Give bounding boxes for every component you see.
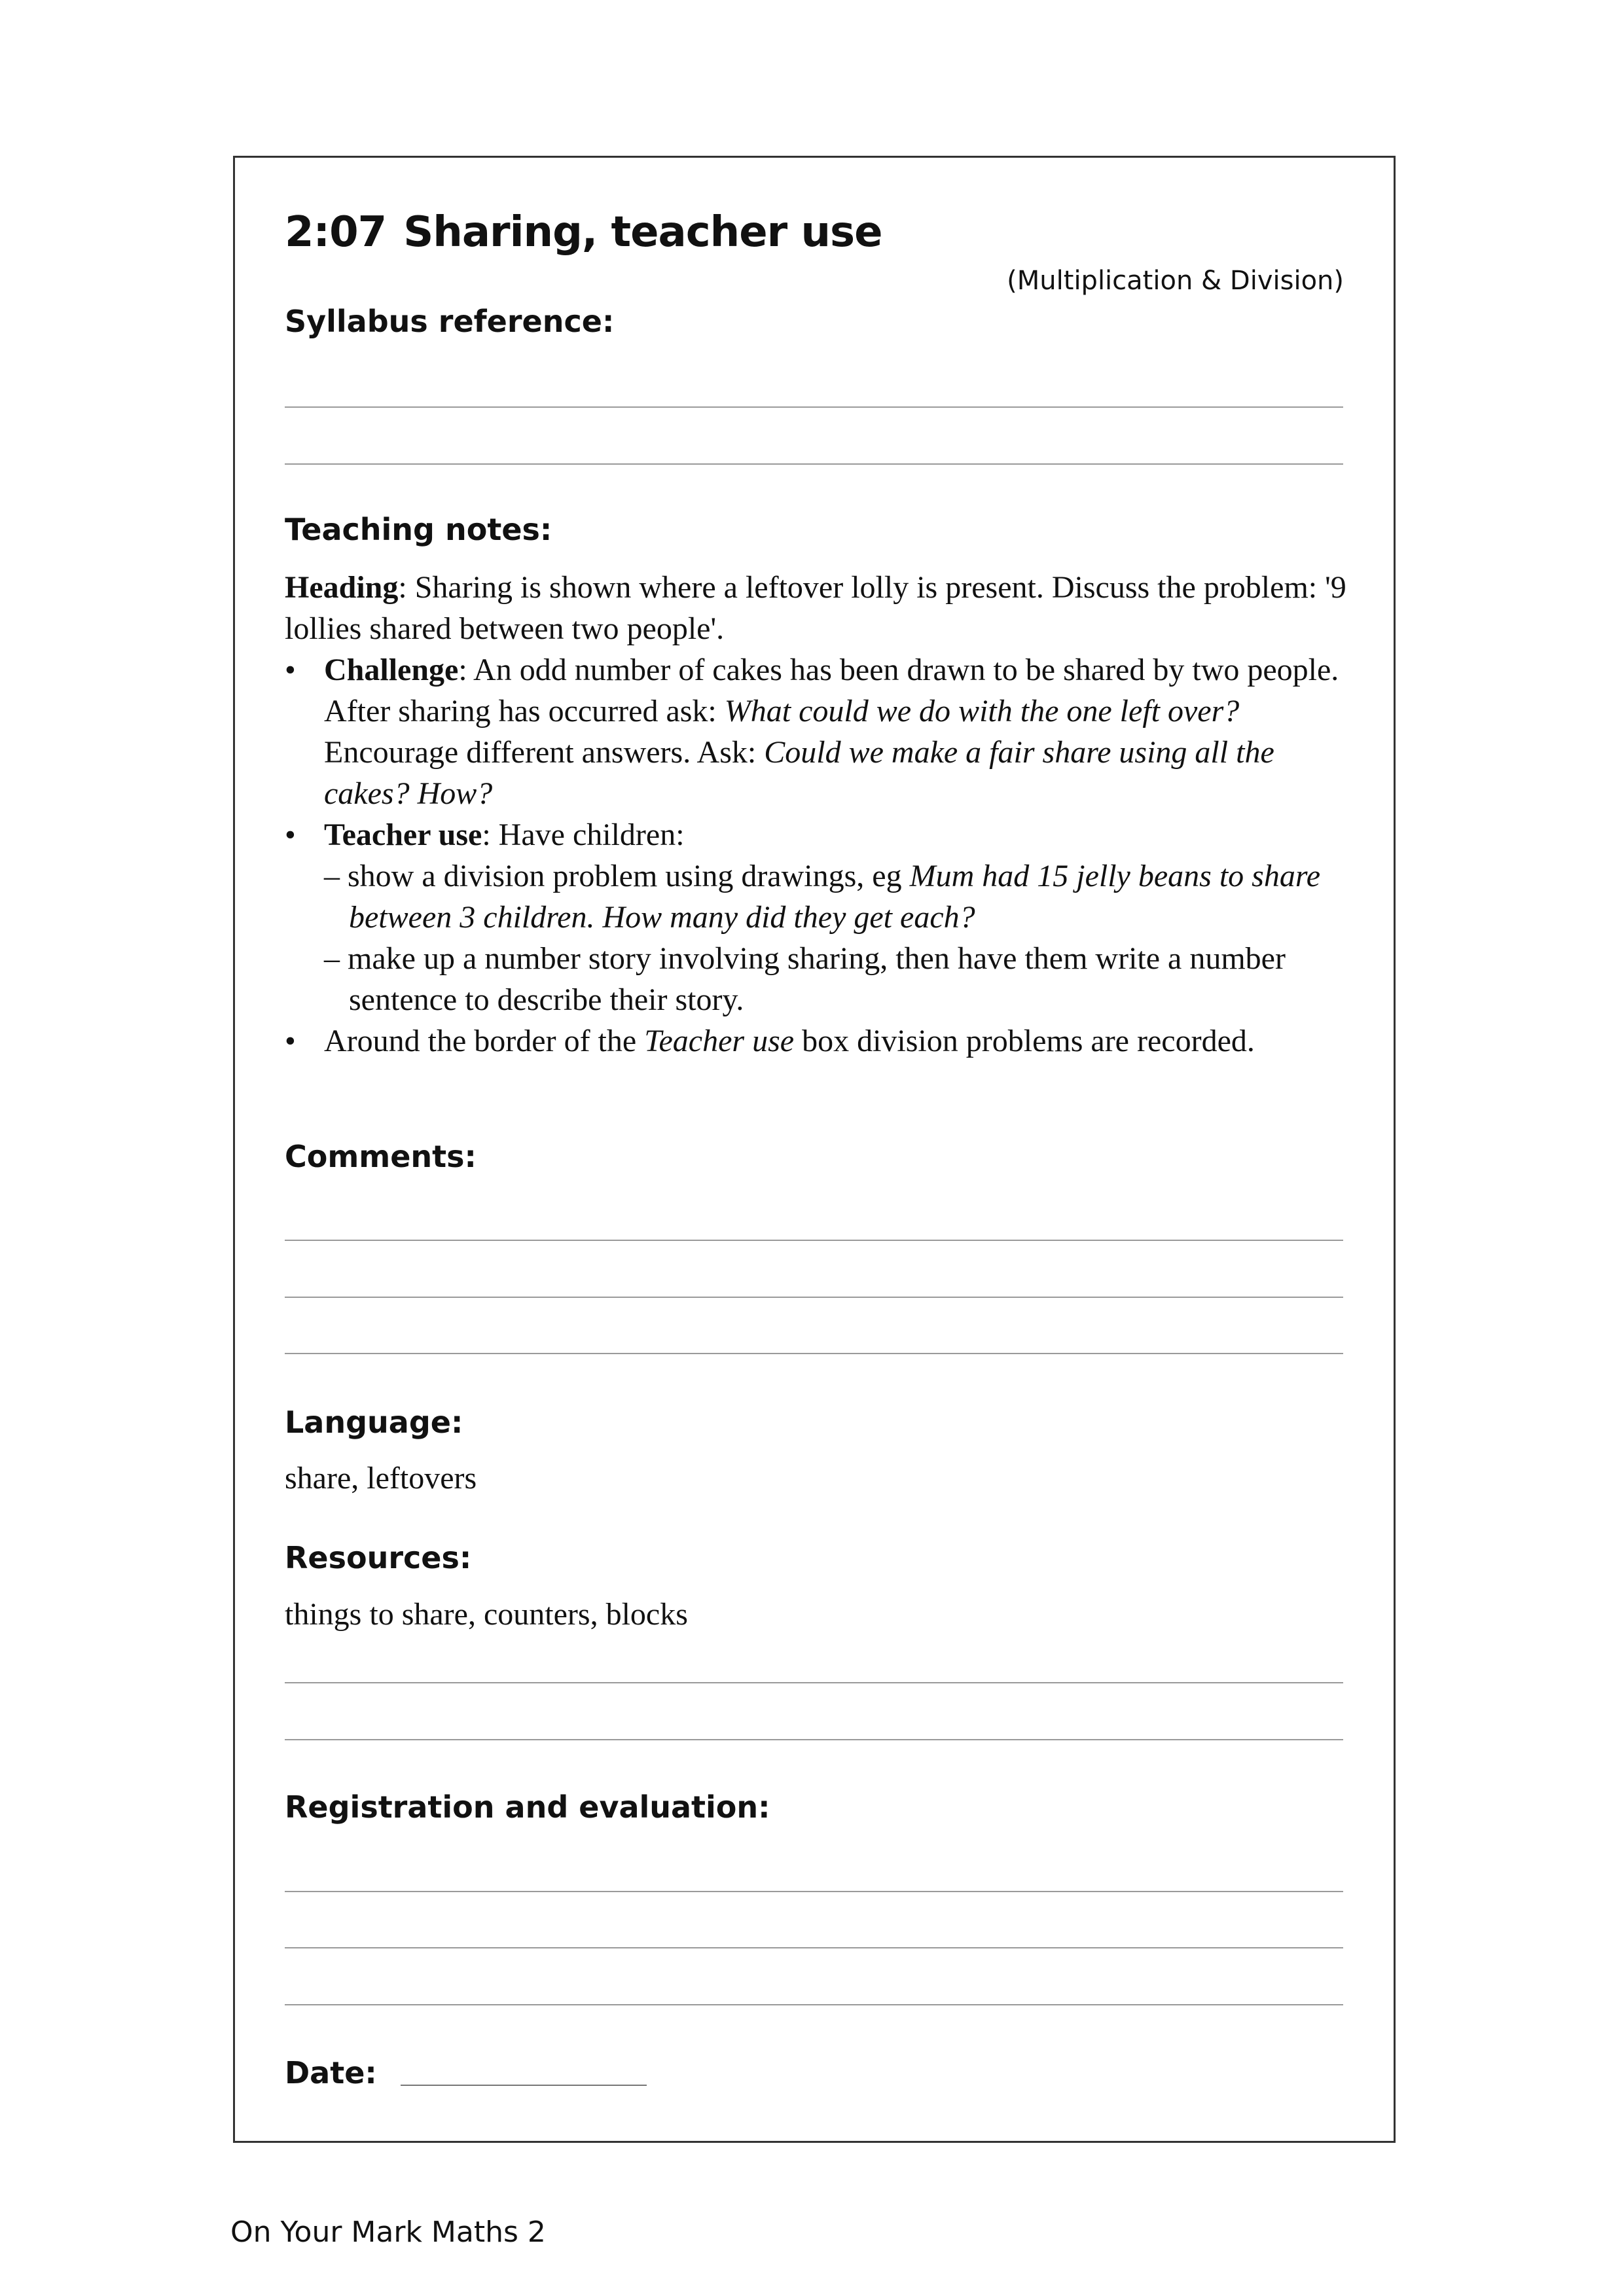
registration-line-3[interactable]	[285, 2004, 1343, 2005]
activity-title: Sharing, teacher use	[403, 208, 882, 257]
notes-border-bullet: • Around the border of the Teacher use box division problems are recorded.	[285, 1024, 1255, 1058]
comments-line-1[interactable]	[285, 1240, 1343, 1241]
syllabus-line-2[interactable]	[285, 463, 1343, 465]
notes-challenge-bullet: • Challenge: An odd number of cakes has been drawn to be shared by two people. After sharing has occurred ask: What could we do with the one left over? Encourage different answers. Ask: Could we make a fair share using all the cakes? How?	[285, 653, 1339, 811]
teaching-notes-heading: Teaching notes:	[285, 512, 552, 547]
syllabus-line-1[interactable]	[285, 406, 1343, 408]
page-title	[285, 208, 882, 257]
resources-line-2[interactable]	[285, 1739, 1343, 1740]
registration-line-2[interactable]	[285, 1947, 1343, 1948]
date-label: Date:	[285, 2055, 377, 2090]
comments-line-3[interactable]	[285, 1353, 1343, 1354]
notes-dash-item-2: – make up a number story involving sharing, then have them write a number sentence to describe their story.	[324, 941, 1286, 1017]
notes-teacher-use-bullet: • Teacher use: Have children:	[285, 817, 685, 852]
date-line[interactable]	[401, 2085, 647, 2086]
registration-line-1[interactable]	[285, 1891, 1343, 1892]
comments-line-2[interactable]	[285, 1297, 1343, 1298]
page-footer: On Your Mark Maths 2	[230, 2215, 546, 2249]
syllabus-heading: Syllabus reference:	[285, 304, 615, 339]
resources-line-1[interactable]	[285, 1682, 1343, 1683]
registration-heading: Registration and evaluation:	[285, 1789, 770, 1825]
language-heading: Language:	[285, 1405, 463, 1440]
notes-heading-paragraph: Heading: Sharing is shown where a leftover lolly is present. Discuss the problem: '9 lollies shared between two people'.	[285, 570, 1346, 646]
notes-dash-item-1: – show a division problem using drawings, eg Mum had 15 jelly beans to share between 3 children. How many did they get each?	[324, 859, 1321, 935]
resources-heading: Resources:	[285, 1540, 472, 1575]
activity-number: 2:07	[285, 208, 387, 257]
strand-label: (Multiplication & Division)	[1007, 266, 1344, 296]
language-text: share, leftovers	[285, 1461, 477, 1496]
teaching-notes-body	[285, 567, 1358, 1062]
comments-heading: Comments:	[285, 1139, 477, 1174]
resources-text: things to share, counters, blocks	[285, 1597, 688, 1632]
